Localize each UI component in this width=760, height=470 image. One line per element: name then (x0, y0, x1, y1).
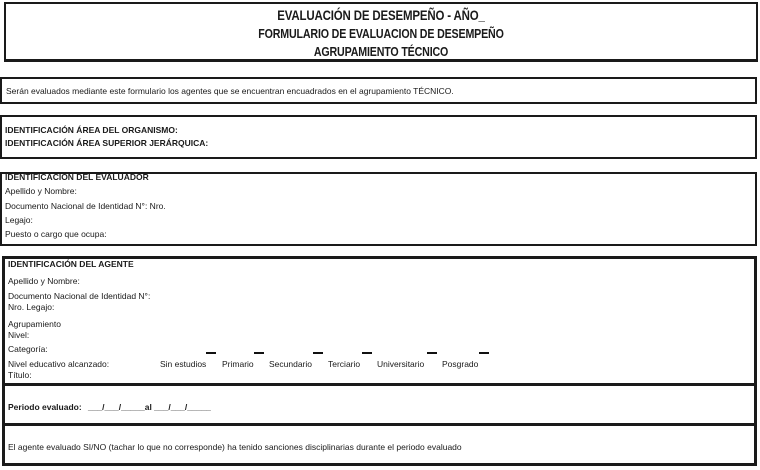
evaluador-puesto-field[interactable]: Puesto o cargo que ocupa: (5, 229, 107, 239)
form-header (4, 2, 758, 62)
evaluador-legajo-field[interactable]: Legajo: (5, 215, 33, 225)
education-mark-primario[interactable] (254, 352, 264, 354)
form-subtitle: FORMULARIO DE EVALUACION DE DESEMPEÑO (258, 26, 504, 41)
sanciones-text: El agente evaluado SI/NO (tachar lo que no corresponde) ha tenido sanciones disciplinarias durante el periodo evaluado (8, 442, 462, 452)
education-option-terciario[interactable]: Terciario (328, 359, 361, 369)
intro-text: Serán evaluados mediante este formulario los agentes que se encuentran encuadrados en el agrupamiento TÉCNICO. (6, 86, 454, 96)
agente-titulo-field[interactable]: Título: (8, 370, 32, 380)
education-mark-posgrado[interactable] (479, 352, 489, 354)
evaluador-apellido-field[interactable]: Apellido y Nombre: (5, 186, 77, 196)
education-mark-sin-estudios[interactable] (206, 352, 216, 354)
education-option-primario[interactable]: Primario (222, 359, 254, 369)
section-divider (5, 383, 754, 386)
form-group-title: AGRUPAMIENTO TÉCNICO (313, 44, 449, 59)
superior-area-label: IDENTIFICACIÓN ÁREA SUPERIOR JERÁRQUICA: (5, 138, 209, 148)
evaluador-heading: IDENTIFICACIÓN DEL EVALUADOR (5, 172, 149, 182)
education-option-universitario[interactable]: Universitario (377, 359, 425, 369)
agente-heading: IDENTIFICACIÓN DEL AGENTE (8, 259, 134, 269)
education-mark-universitario[interactable] (427, 352, 437, 354)
organismo-area-label: IDENTIFICACIÓN ÁREA DEL ORGANISMO: (5, 125, 178, 135)
periodo-label: Periodo evaluado: (8, 402, 82, 412)
evaluador-dni-field[interactable]: Documento Nacional de Identidad N°: Nro. (5, 201, 166, 211)
education-option-sin-estudios[interactable]: Sin estudios (160, 359, 207, 369)
agente-agrupamiento-field[interactable]: Agrupamiento (8, 319, 61, 329)
agente-dni-field[interactable]: Documento Nacional de Identidad N°: (8, 291, 151, 301)
agente-nivel-field[interactable]: Nivel: (8, 330, 30, 340)
form-title: EVALUACIÓN DE DESEMPEÑO - AÑO_ (277, 7, 485, 23)
intro-section (0, 77, 757, 104)
area-section (0, 115, 757, 159)
nivel-educativo-label: Nivel educativo alcanzado: (8, 359, 110, 369)
agente-legajo-field[interactable]: Nro. Legajo: (8, 302, 55, 312)
education-option-secundario[interactable]: Secundario (269, 359, 313, 369)
education-option-posgrado[interactable]: Posgrado (442, 359, 479, 369)
agente-apellido-field[interactable]: Apellido y Nombre: (8, 276, 80, 286)
agente-section (2, 256, 757, 466)
section-divider (5, 423, 754, 426)
periodo-value-field[interactable]: ___/___/_____al ___/___/_____ (88, 402, 211, 412)
agente-categoria-field[interactable]: Categoría: (8, 344, 48, 354)
education-mark-secundario[interactable] (313, 352, 323, 354)
education-mark-terciario[interactable] (362, 352, 372, 354)
evaluador-section (0, 172, 757, 246)
